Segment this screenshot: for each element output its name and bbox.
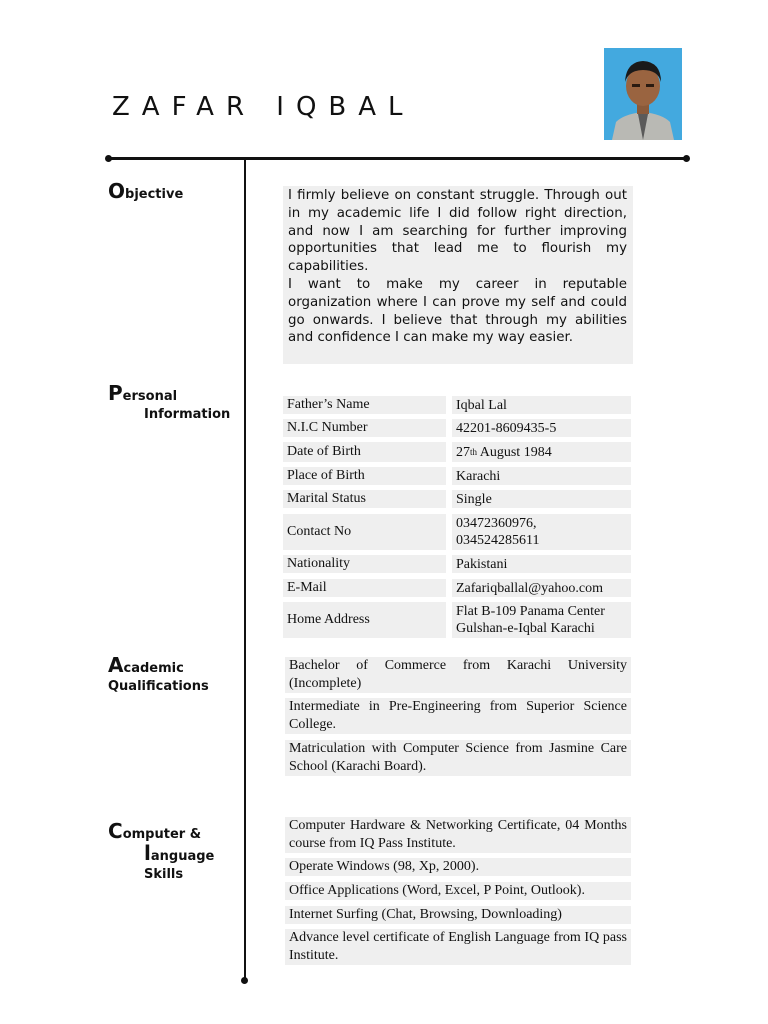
info-label: Date of Birth bbox=[283, 442, 446, 462]
list-item: Intermediate in Pre-Engineering from Superior Science College. bbox=[285, 698, 631, 734]
info-label: Contact No bbox=[283, 514, 446, 550]
info-value: Single bbox=[452, 490, 631, 508]
info-value: 03472360976, 034524285611 bbox=[452, 514, 631, 550]
section-academic-title: Academic Qualifications bbox=[108, 653, 209, 694]
info-value: Zafariqballal@yahoo.com bbox=[452, 579, 631, 597]
info-value: Iqbal Lal bbox=[452, 396, 631, 414]
info-label: Nationality bbox=[283, 555, 446, 573]
info-value: Karachi bbox=[452, 467, 631, 485]
info-label: E-Mail bbox=[283, 579, 446, 597]
timeline-dot-bottom bbox=[241, 977, 248, 984]
info-label: Marital Status bbox=[283, 490, 446, 508]
list-item: Advance level certificate of English Language from IQ pass Institute. bbox=[285, 929, 631, 965]
list-item: Computer Hardware & Networking Certificate, 04 Months course from IQ Pass Institute. bbox=[285, 817, 631, 853]
info-label: Father’s Name bbox=[283, 396, 446, 414]
section-computer-title: Computer & language Skills bbox=[108, 819, 215, 882]
info-label: N.I.C Number bbox=[283, 419, 446, 437]
info-label: Place of Birth bbox=[283, 467, 446, 485]
section-objective-title: Objective bbox=[108, 179, 184, 203]
info-value: Flat B-109 Panama Center Gulshan-e-Iqbal Karachi bbox=[452, 602, 631, 638]
header-divider bbox=[108, 157, 688, 160]
info-label: Home Address bbox=[283, 602, 446, 638]
list-item: Bachelor of Commerce from Karachi University (Incomplete) bbox=[285, 657, 631, 693]
timeline-line bbox=[244, 159, 246, 981]
objective-paragraph-2: I want to make my career in reputable organization where I can prove my self and could go onwards. I believe that through my abilities and confidence I can make my way easier. bbox=[288, 276, 627, 346]
list-item: Internet Surfing (Chat, Browsing, Downloading) bbox=[285, 906, 631, 924]
info-value: 42201-8609435-5 bbox=[452, 419, 631, 437]
list-item: Office Applications (Word, Excel, P Point, Outlook). bbox=[285, 882, 631, 900]
resume-name: ZAFAR IQBAL bbox=[112, 92, 415, 122]
info-value: 27 th August 1984 bbox=[452, 442, 631, 462]
list-item: Matriculation with Computer Science from Jasmine Care School (Karachi Board). bbox=[285, 740, 631, 776]
section-personal-title: Personal Information bbox=[108, 381, 231, 422]
objective-text bbox=[283, 186, 633, 364]
profile-photo bbox=[604, 48, 682, 140]
objective-paragraph-1: I firmly believe on constant struggle. Through out in my academic life I did follow right direction, and now I am searching for further improving opportunities that lead me to flourish my capabilities. bbox=[288, 188, 627, 275]
divider-dot-left bbox=[105, 155, 112, 162]
info-value: Pakistani bbox=[452, 555, 631, 573]
divider-dot-right bbox=[683, 155, 690, 162]
list-item: Operate Windows (98, Xp, 2000). bbox=[285, 858, 631, 876]
